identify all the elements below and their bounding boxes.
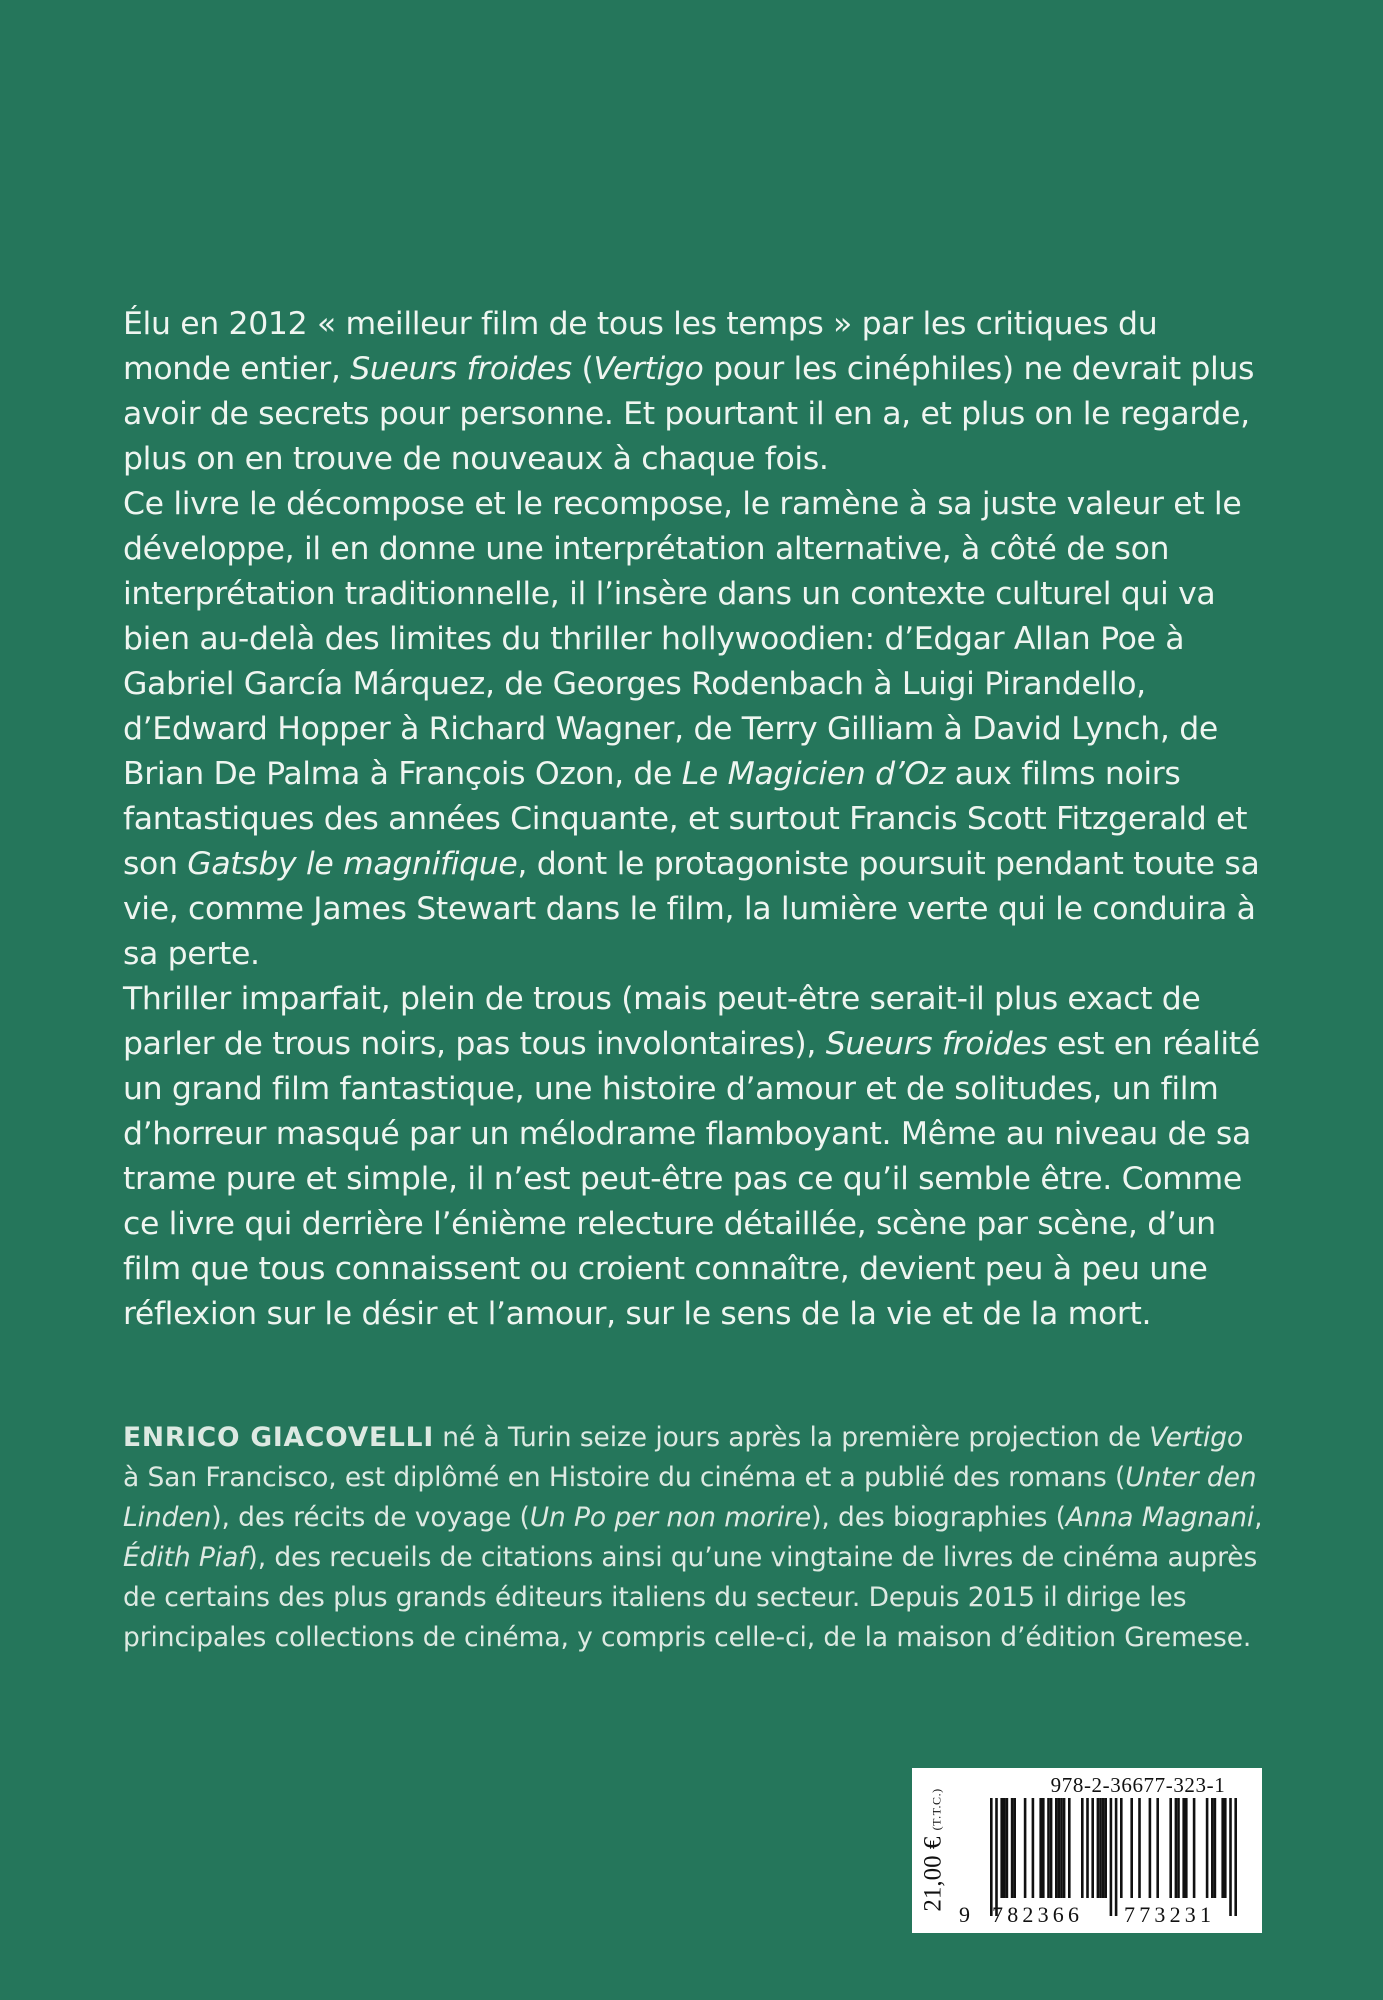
blurb-text: Élu en 2012 « meilleur film de tous les temps » par les critiques du monde entier, xyxy=(123,306,1158,387)
film-title: Sueurs froides xyxy=(350,351,572,387)
film-title: Sueurs froides xyxy=(825,1026,1048,1062)
blurb-paragraph-2 xyxy=(123,482,1263,977)
barcode-bar xyxy=(1032,1798,1035,1898)
bio-text: né à Turin seize jours après la première projection de xyxy=(433,1422,1150,1453)
barcode-bar xyxy=(1063,1798,1066,1898)
barcode-guard-bar xyxy=(1234,1798,1237,1916)
barcode-guard-bar xyxy=(1110,1798,1113,1916)
blurb-text: est en réalité un grand film fantastique, une histoire d’amour et de solitudes, un film d’horreur masqué par un mélodrame flamboyant. Même au niveau de sa trame pure et simple, il n’est peut-être pas ce qu’il semble être. Comme ce livre qui derrière l’énième relecture détaillée, scène par scène, d’un film que tous connaissent ou croient connaître, devient peu à peu une réflexion sur le désir et l’amour, sur le sens de la vie et de la mort. xyxy=(123,1026,1260,1332)
price-area xyxy=(918,1774,952,1927)
bio-text: , xyxy=(1254,1502,1263,1533)
barcode-bar xyxy=(1013,1798,1016,1898)
blurb-text: Ce livre le décompose et le recompose, le ramène à sa juste valeur et le développe, il en donne une interprétation alternative, à côté de son interprétation traditionnelle, il l’insère dans un contexte culturel qui va bien au-delà des limites du thriller hollywoodien: d’Edgar Allan Poe à Gabriel García Márquez, de Georges Rodenbach à Luigi Pirandello, d’Edward Hopper à Richard Wagner, de Terry Gilliam à David Lynch, de Brian De Palma à François Ozon, de xyxy=(123,486,1242,792)
work-title: Anna Magnani xyxy=(1065,1502,1255,1533)
barcode-bar xyxy=(1058,1798,1061,1898)
barcode-bar xyxy=(1175,1798,1178,1898)
author-bio xyxy=(123,1418,1263,1658)
barcode-bar xyxy=(1003,1798,1006,1898)
work-title: Un Po per non morire xyxy=(529,1502,812,1533)
barcode-bar xyxy=(1185,1798,1188,1898)
blurb-text: aux films noirs fantastiques des années Cinquante, et surtout Francis Scott Fitzgerald et son xyxy=(123,756,1248,882)
barcode-bar xyxy=(1120,1798,1123,1898)
barcode-bar xyxy=(1169,1798,1172,1898)
work-title: Édith Piaf xyxy=(123,1542,248,1573)
barcode-guard-bar xyxy=(1229,1798,1232,1916)
price-value: 21,00 € xyxy=(919,1836,947,1912)
film-title: Vertigo xyxy=(593,351,704,387)
bio-text: ), des récits de voyage ( xyxy=(211,1502,530,1533)
barcode-bar xyxy=(1042,1798,1045,1898)
barcode-bar xyxy=(1055,1798,1058,1898)
barcode-bar xyxy=(1193,1798,1196,1898)
blurb-paragraph-1 xyxy=(123,302,1263,482)
barcode-bar xyxy=(1011,1798,1014,1898)
barcode-bar xyxy=(1221,1798,1224,1898)
barcode-bar xyxy=(1024,1798,1027,1898)
barcode-bar xyxy=(1097,1798,1100,1898)
price-tax-note: (T.T.C.) xyxy=(929,1788,944,1831)
author-bio-paragraph xyxy=(123,1418,1263,1658)
film-title: Vertigo xyxy=(1149,1422,1244,1453)
bio-text: ), des biographies ( xyxy=(811,1502,1066,1533)
barcode-bar xyxy=(1006,1798,1009,1898)
barcode-bar xyxy=(1130,1798,1133,1898)
barcode-bar xyxy=(1104,1798,1107,1898)
barcode-bar xyxy=(1149,1798,1152,1898)
blurb-text: Thriller imparfait, plein de trous (mais peut-être serait-il plus exact de parler de trous noirs, pas tous involontaires), xyxy=(123,981,1201,1062)
film-title: Le Magicien d’Oz xyxy=(681,756,946,792)
blurb-text: ( xyxy=(571,351,594,387)
barcode-bar xyxy=(1156,1798,1159,1898)
book-title: Gatsby le magnifique xyxy=(187,846,518,882)
barcode-bar xyxy=(1050,1798,1053,1898)
barcode-bar xyxy=(1086,1798,1089,1898)
barcode-bar xyxy=(1091,1798,1094,1898)
barcode-guard-bar xyxy=(995,1798,998,1916)
ean-first-digit: 9 xyxy=(959,1902,970,1927)
ean-right-digits: 773231 xyxy=(1124,1902,1216,1927)
bio-text: à San Francisco, est diplômé en Histoire du cinéma et a publié des romans ( xyxy=(123,1462,1126,1493)
barcode-label xyxy=(912,1768,1262,1933)
barcode-bar xyxy=(1081,1798,1084,1898)
barcode-bar xyxy=(1047,1798,1050,1898)
ean-left-digits: 782366 xyxy=(992,1902,1084,1927)
isbn-number: 978-2-36677-323-1 xyxy=(1050,1773,1226,1797)
barcode-bar xyxy=(1000,1798,1003,1898)
barcode-guard-bar xyxy=(990,1798,993,1916)
barcode-guard-bar xyxy=(1115,1798,1118,1916)
barcode-bar xyxy=(1138,1798,1141,1898)
barcode-bar xyxy=(1060,1798,1063,1898)
barcode-bar xyxy=(1099,1798,1102,1898)
barcode-bar xyxy=(1068,1798,1071,1898)
blurb-text: pour les cinéphiles) ne devrait plus avoir de secrets pour personne. Et pourtant il en a, et plus on le regarde, plus on en trouve de nouveaux à chaque fois. xyxy=(123,351,1255,477)
barcode-bar xyxy=(1102,1798,1105,1898)
barcode-bar xyxy=(1182,1798,1185,1898)
work-title: Unter den Linden xyxy=(123,1462,1257,1533)
blurb-paragraph-3 xyxy=(123,977,1263,1337)
book-blurb xyxy=(123,302,1263,1337)
barcode-bar xyxy=(1039,1798,1042,1898)
barcode-bar xyxy=(1214,1798,1217,1898)
blurb-text: , dont le protagoniste poursuit pendant toute sa vie, comme James Stewart dans le film, la lumière verte qui le conduira à sa perte. xyxy=(123,846,1260,972)
barcode-bar xyxy=(1224,1798,1227,1898)
author-name: ENRICO GIACOVELLI xyxy=(123,1422,434,1453)
price-label xyxy=(920,1788,951,1911)
barcode-bar xyxy=(1211,1798,1214,1898)
barcode-bar xyxy=(1206,1798,1209,1898)
barcode-bar xyxy=(1177,1798,1180,1898)
bio-text: ), des recueils de citations ainsi qu’une vingtaine de livres de cinéma auprès de certains des plus grands éditeurs italiens du secteur. Depuis 2015 il dirige les principales collections de cinéma, y compris celle-ci, de la maison d’édition Gremese. xyxy=(123,1542,1258,1653)
